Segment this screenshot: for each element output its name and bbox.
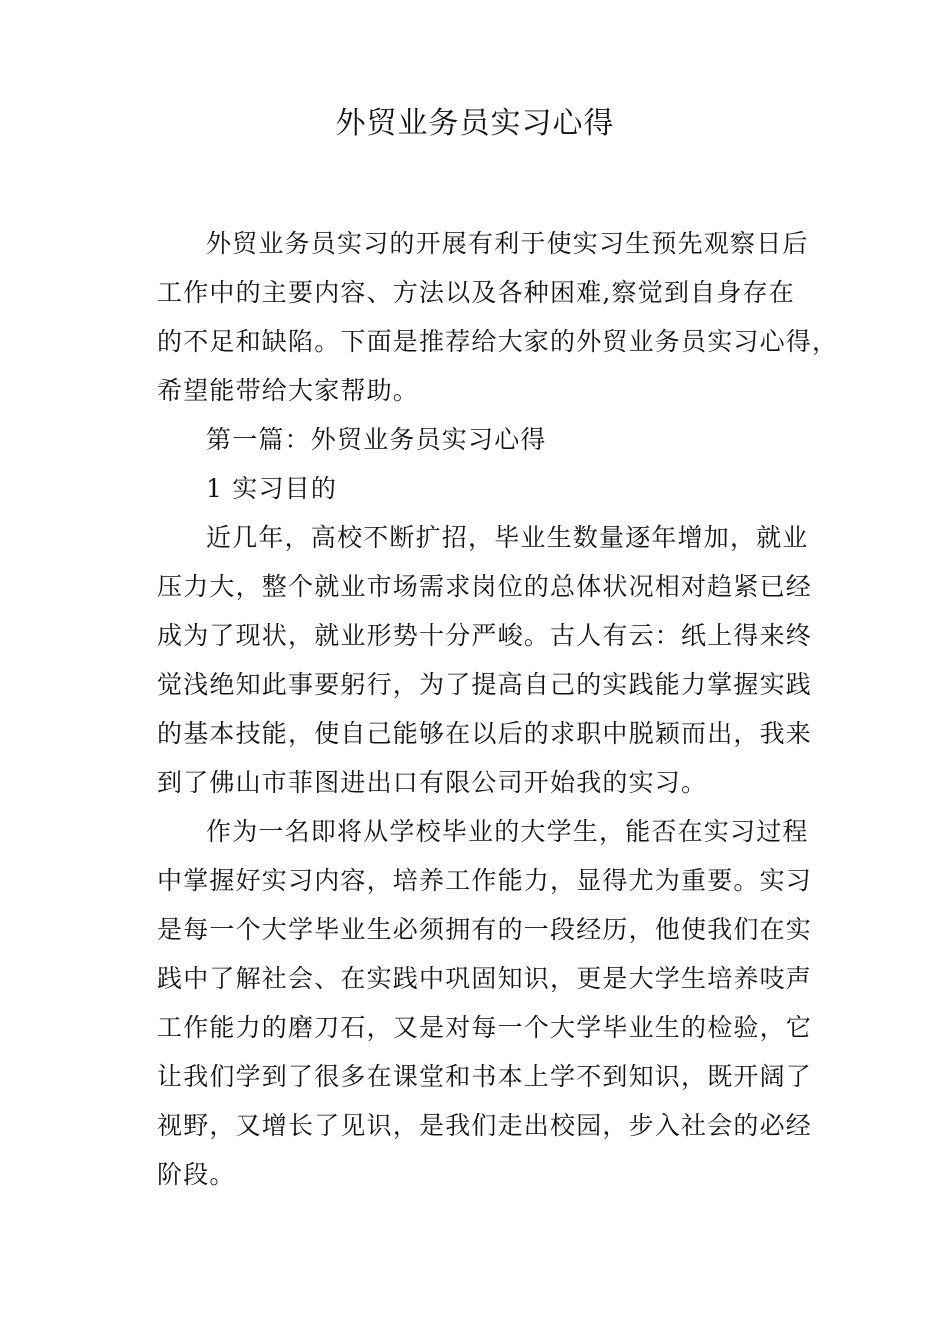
paragraph-line: 工作能力的磨刀石，又是对每一个大学毕业生的检验，它 xyxy=(157,1013,813,1042)
paragraph-line: 中掌握好实习内容，培养工作能力，显得尤为重要。实习 xyxy=(157,866,813,895)
paragraph-line: 让我们学到了很多在课堂和书本上学不到知识，既开阔了 xyxy=(157,1062,813,1091)
paragraph-line: 作为一名即将从学校毕业的大学生，能否在实习过程 xyxy=(206,817,809,846)
paragraph-line: 工作中的主要内容、方法以及各种困难,察觉到自身存在 xyxy=(157,278,795,307)
document-title: 外贸业务员实习心得 xyxy=(335,106,615,141)
paragraph-line: 阶段。 xyxy=(157,1160,236,1189)
paragraph-line: 的不足和缺陷。下面是推荐给大家的外贸业务员实习心得， xyxy=(157,327,839,356)
paragraph-line: 践中了解社会、在实践中巩固知识，更是大学生培养吱声 xyxy=(157,964,813,993)
paragraph-line: 的基本技能，使自己能够在以后的求职中脱颖而出，我来 xyxy=(157,719,813,748)
paragraph-line: 希望能带给大家帮助。 xyxy=(157,376,420,405)
paragraph-line: 视野，又增长了见识，是我们走出校园，步入社会的必经 xyxy=(157,1111,813,1140)
subsection-heading: 1 实习目的 xyxy=(206,474,338,503)
paragraph-line: 成为了现状，就业形势十分严峻。古人有云：纸上得来终 xyxy=(157,621,813,650)
paragraph-line: 压力大，整个就业市场需求岗位的总体状况相对趋紧已经 xyxy=(157,572,813,601)
document-body xyxy=(157,219,839,1199)
paragraph-line: 到了佛山市菲图进出口有限公司开始我的实习。 xyxy=(157,768,708,797)
section-heading: 第一篇：外贸业务员实习心得 xyxy=(206,425,547,454)
paragraph-line: 近几年，高校不断扩招，毕业生数量逐年增加，就业 xyxy=(206,523,809,552)
paragraph-line: 外贸业务员实习的开展有利于使实习生预先观察日后 xyxy=(206,229,809,258)
paragraph-line: 觉浅绝知此事要躬行，为了提高自己的实践能力掌握实践 xyxy=(157,670,813,699)
paragraph-line: 是每一个大学毕业生必须拥有的一段经历，他使我们在实 xyxy=(157,915,813,944)
